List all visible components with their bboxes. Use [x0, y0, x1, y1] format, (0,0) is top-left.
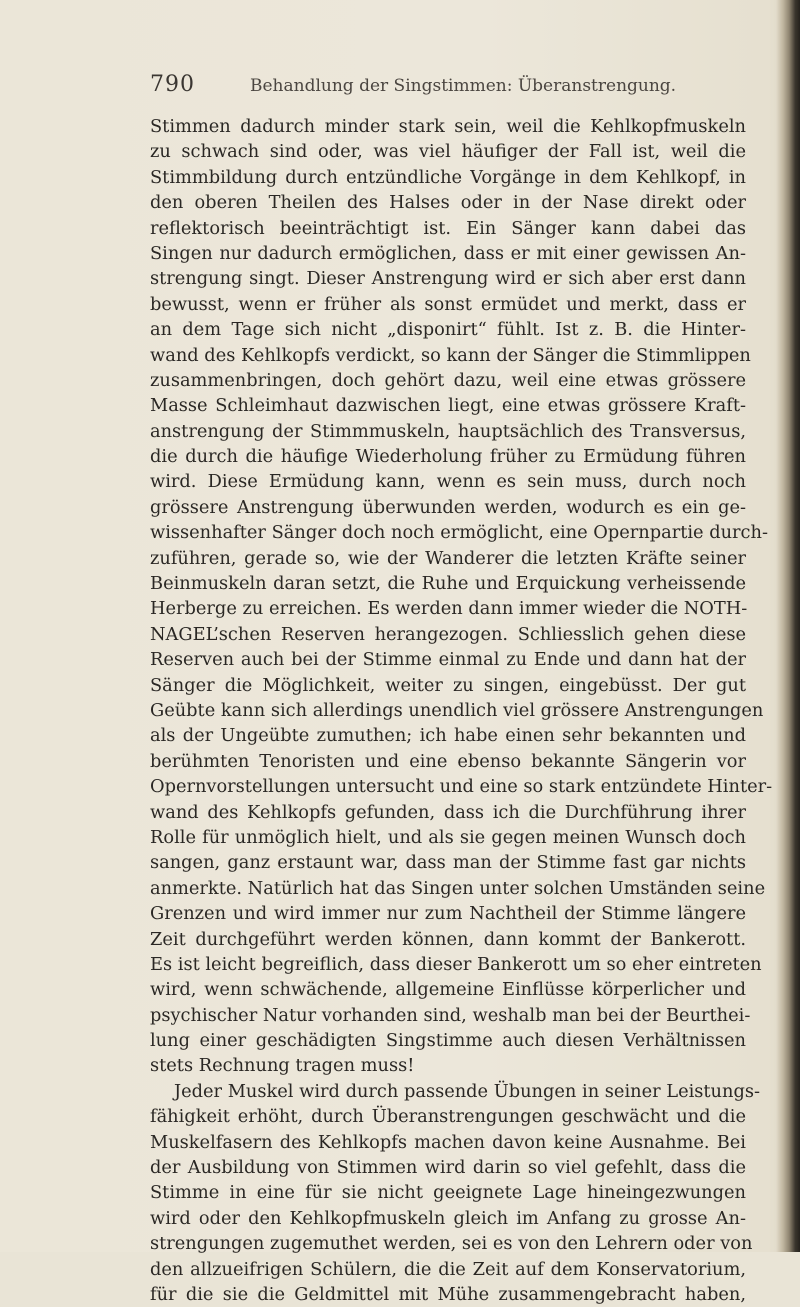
text-line: Muskelfasern des Kehlkopfs machen davon keine Ausnahme. Bei — [150, 1131, 746, 1153]
text-line: strengungen zugemuthet werden, sei es von den Lehrern oder von — [150, 1233, 753, 1255]
book-spine-shadow — [776, 0, 800, 1252]
text-line: Herberge zu erreichen. Es werden dann immer wieder die NOTH- — [150, 598, 748, 620]
text-line: zuführen, gerade so, wie der Wanderer die letzten Kräfte seiner — [150, 547, 746, 569]
text-line: für die sie die Geldmittel mit Mühe zusammengebracht haben, — [150, 1283, 746, 1305]
text-line: wird oder den Kehlkopfmuskeln gleich im Anfang zu grosse An- — [150, 1207, 746, 1229]
text-line: den oberen Theilen des Halses oder in der Nase direkt oder — [150, 192, 746, 214]
body-text — [150, 114, 773, 1307]
text-line: reflektorisch beeinträchtigt ist. Ein Sänger kann dabei das — [150, 217, 746, 239]
text-line: strengung singt. Dieser Anstrengung wird er sich aber erst dann — [150, 268, 746, 290]
text-line: Stimmbildung durch entzündliche Vorgänge in dem Kehlkopf, in — [150, 166, 746, 188]
text-line: an dem Tage sich nicht „disponirt“ fühlt. Ist z. B. die Hinter- — [150, 319, 746, 341]
text-line: wird, wenn schwächende, allgemeine Einflüsse körperlicher und — [150, 979, 746, 1001]
text-line: Rolle für unmöglich hielt, und als sie gegen meinen Wunsch doch — [150, 826, 746, 848]
running-title: Behandlung der Singstimmen: Überanstrengung. — [250, 76, 677, 96]
page-number: 790 — [150, 72, 195, 97]
text-line: Jeder Muskel wird durch passende Übungen in seiner Leistungs- — [174, 1080, 760, 1102]
text-line: wand des Kehlkopfs verdickt, so kann der Sänger die Stimmlippen — [150, 344, 751, 366]
text-line: grössere Anstrengung überwunden werden, wodurch es ein ge- — [150, 496, 746, 518]
text-line: berühmten Tenoristen und eine ebenso bekannte Sängerin vor — [150, 750, 746, 772]
text-line: anstrengung der Stimmmuskeln, hauptsächlich des Transversus, — [150, 420, 746, 442]
text-line: zusammenbringen, doch gehört dazu, weil eine etwas grössere — [150, 369, 746, 391]
text-line: die durch die häufige Wiederholung früher zu Ermüdung führen — [150, 446, 746, 468]
text-line: wand des Kehlkopfs gefunden, dass ich die Durchführung ihrer — [150, 801, 746, 823]
text-line: der Ausbildung von Stimmen wird darin so viel gefehlt, dass die — [150, 1157, 746, 1179]
text-line: Es ist leicht begreiflich, dass dieser Bankerott um so eher eintreten — [150, 953, 762, 975]
text-line: wissenhafter Sänger doch noch ermöglicht, eine Opernpartie durch- — [150, 522, 768, 544]
text-line: Stimmen dadurch minder stark sein, weil die Kehlkopfmuskeln — [150, 116, 746, 137]
text-line: Zeit durchgeführt werden können, dann kommt der Bankerott. — [150, 928, 746, 950]
text-line: Grenzen und wird immer nur zum Nachtheil der Stimme längere — [150, 903, 746, 925]
text-line: Masse Schleimhaut dazwischen liegt, eine etwas grössere Kraft- — [150, 395, 746, 417]
text-line: Reserven auch bei der Stimme einmal zu Ende und dann hat der — [150, 649, 746, 671]
text-line: anmerkte. Natürlich hat das Singen unter solchen Umständen seine — [150, 877, 766, 899]
text-line: bewusst, wenn er früher als sonst ermüdet und merkt, dass er — [150, 293, 746, 315]
text-line: Sänger die Möglichkeit, weiter zu singen, eingebüsst. Der gut — [150, 674, 746, 696]
text-line: zu schwach sind oder, was viel häufiger der Fall ist, weil die — [150, 141, 746, 163]
page-header — [150, 72, 710, 106]
text-line: als der Ungeübte zumuthen; ich habe einen sehr bekannten und — [150, 725, 746, 747]
text-line: NAGEL’schen Reserven herangezogen. Schliesslich gehen diese — [150, 623, 746, 645]
text-line: Stimme in eine für sie nicht geeignete Lage hineingezwungen — [150, 1182, 746, 1204]
text-line: Singen nur dadurch ermöglichen, dass er mit einer gewissen An- — [150, 242, 746, 264]
text-line: den allzueifrigen Schülern, die die Zeit auf dem Konservatorium, — [150, 1258, 746, 1280]
text-line: Opernvorstellungen untersucht und eine so stark entzündete Hinter- — [150, 776, 773, 798]
text-line: sangen, ganz erstaunt war, dass man der Stimme fast gar nichts — [150, 852, 746, 874]
text-line: fähigkeit erhöht, durch Überanstrengungen geschwächt und die — [150, 1106, 746, 1128]
text-line: wird. Diese Ermüdung kann, wenn es sein muss, durch noch — [150, 471, 746, 493]
text-line: psychischer Natur vorhanden sind, weshalb man bei der Beurthei- — [150, 1004, 751, 1026]
text-line: Beinmuskeln daran setzt, die Ruhe und Erquickung verheissende — [150, 573, 746, 595]
text-line: Geübte kann sich allerdings unendlich viel grössere Anstrengungen — [150, 699, 764, 721]
text-line: stets Rechnung tragen muss! — [150, 1055, 415, 1077]
text-line: lung einer geschädigten Singstimme auch diesen Verhältnissen — [150, 1030, 746, 1052]
